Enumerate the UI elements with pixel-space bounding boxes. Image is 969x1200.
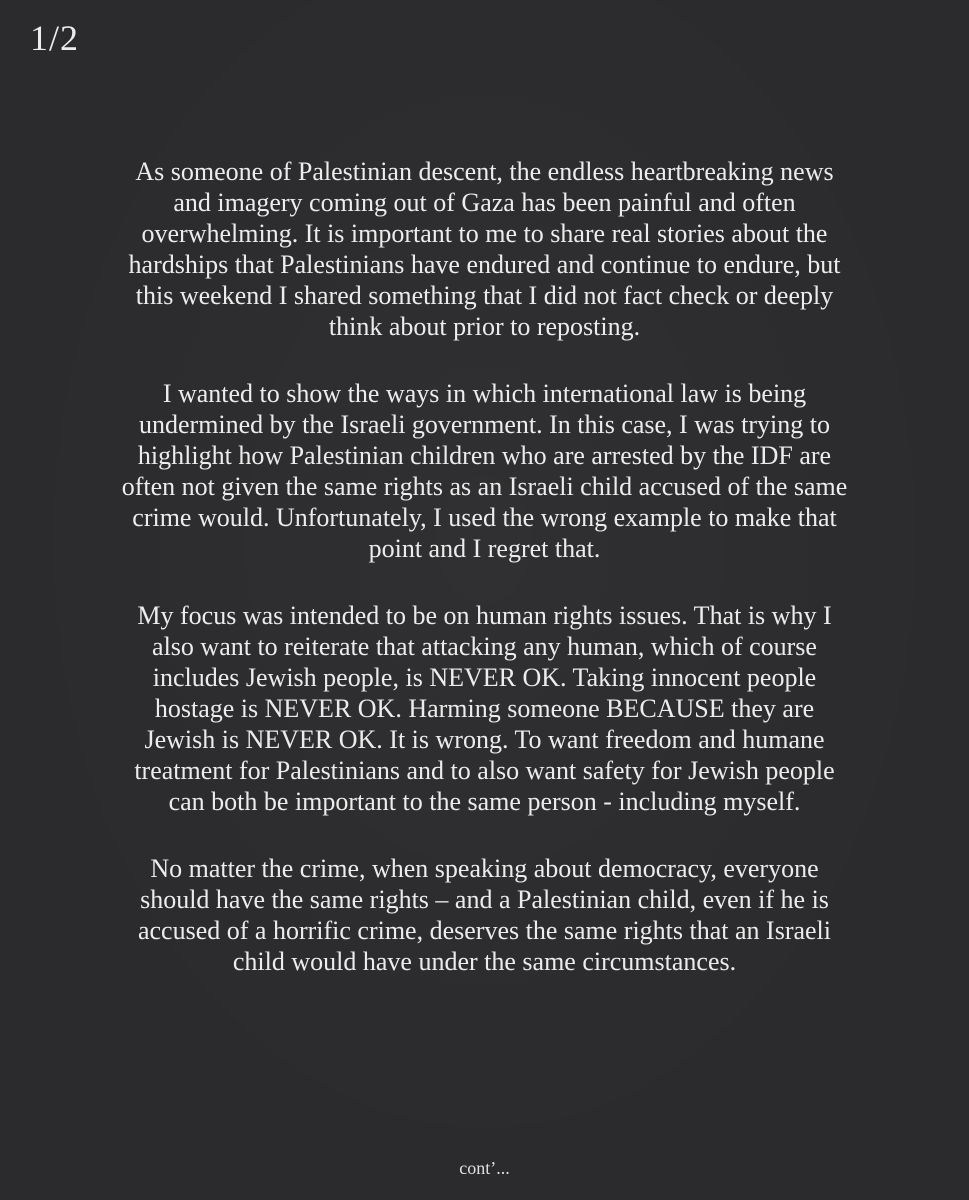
page-number: 1/2 <box>30 18 80 58</box>
text-line: often not given the same rights as an Israeli child accused of the same <box>121 472 848 501</box>
statement-body <box>40 156 929 1013</box>
text-line: point and I regret that. <box>368 534 601 563</box>
text-line: undermined by the Israeli government. In this case, I was trying to <box>139 410 830 439</box>
paragraph-1 <box>40 156 929 342</box>
continued-label: cont’... <box>459 1158 510 1178</box>
text-line: think about prior to reposting. <box>328 312 641 341</box>
text-line: I wanted to show the ways in which international law is being <box>162 379 807 408</box>
text-line: should have the same rights – and a Palestinian child, even if he is <box>140 885 829 914</box>
text-line: child would have under the same circumstances. <box>232 947 737 976</box>
text-line: Jewish is NEVER OK. It is wrong. To want freedom and humane <box>144 725 825 754</box>
text-line: also want to reiterate that attacking any human, which of course <box>152 632 817 661</box>
text-line: highlight how Palestinian children who are arrested by the IDF are <box>137 441 832 470</box>
text-line: can both be important to the same person - including myself. <box>168 787 801 816</box>
text-line: crime would. Unfortunately, I used the wrong example to make that <box>132 503 837 532</box>
text-line: accused of a horrific crime, deserves the same rights that an Israeli <box>137 916 832 945</box>
paragraph-2 <box>40 378 929 564</box>
text-line: hardships that Palestinians have endured and continue to endure, but <box>128 250 841 279</box>
text-line: hostage is NEVER OK. Harming someone BECAUSE they are <box>154 694 815 723</box>
paragraph-3 <box>40 600 929 817</box>
text-line: treatment for Palestinians and to also want safety for Jewish people <box>134 756 835 785</box>
text-line: and imagery coming out of Gaza has been painful and often <box>173 188 796 217</box>
text-line: this weekend I shared something that I did not fact check or deeply <box>135 281 834 310</box>
text-line: includes Jewish people, is NEVER OK. Taking innocent people <box>152 663 817 692</box>
text-line: No matter the crime, when speaking about democracy, everyone <box>150 854 819 883</box>
text-line: My focus was intended to be on human rights issues. That is why I <box>137 601 832 630</box>
paragraph-4 <box>40 853 929 977</box>
text-line: overwhelming. It is important to me to share real stories about the <box>141 219 828 248</box>
text-line: As someone of Palestinian descent, the endless heartbreaking news <box>135 157 834 186</box>
